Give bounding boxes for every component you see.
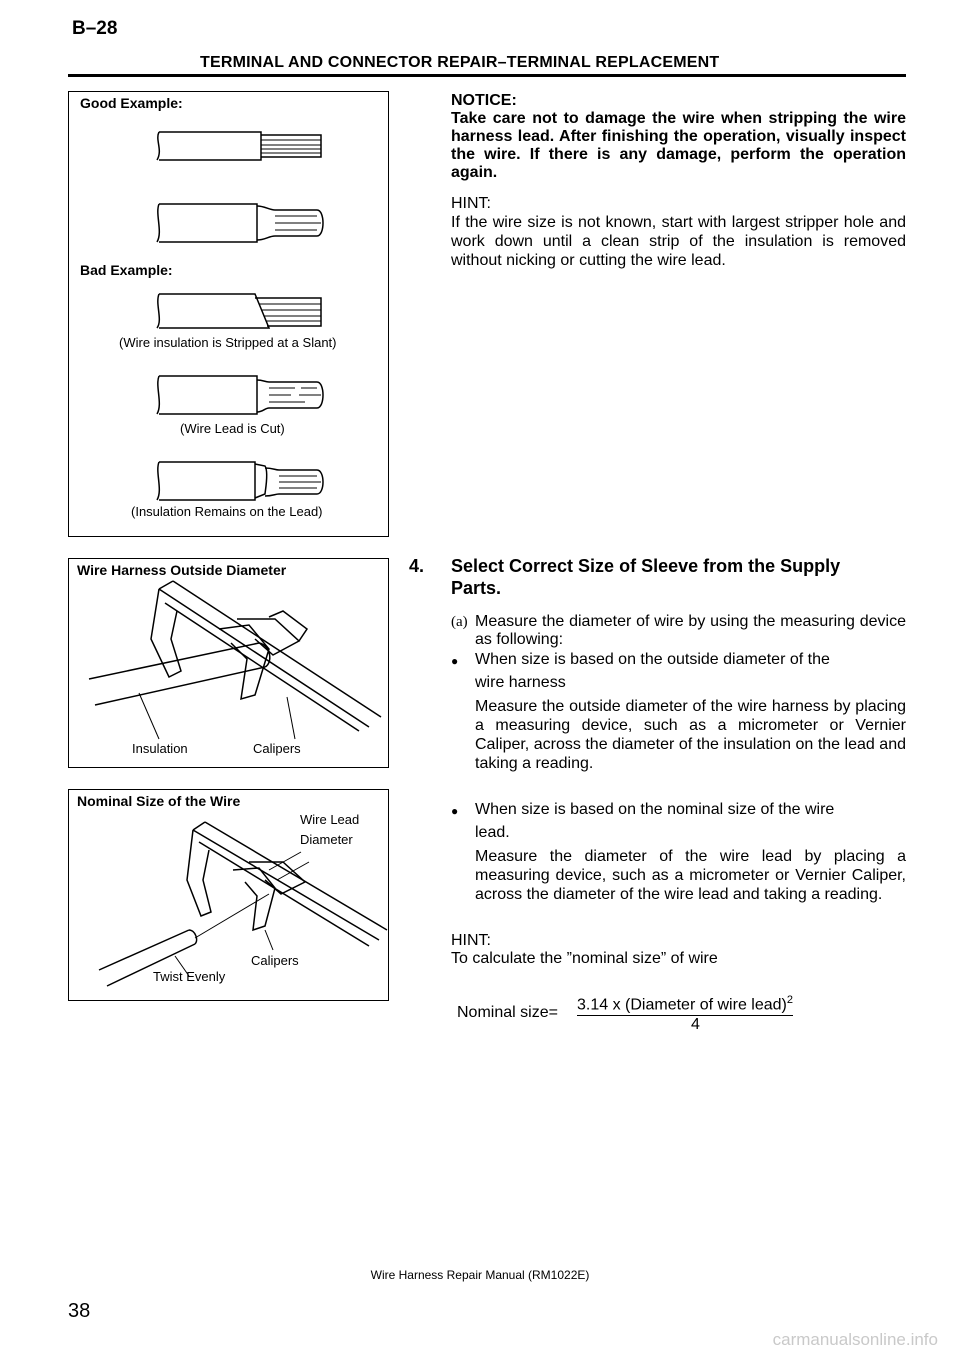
stripping-examples-figure	[68, 91, 389, 537]
step-title-line1: Select Correct Size of Sleeve from the Supply	[451, 556, 841, 576]
formula-exponent: 2	[786, 994, 793, 1006]
wire-lead-label: Wire Lead	[300, 812, 360, 827]
manual-footer: Wire Harness Repair Manual (RM1022E)	[370, 1268, 590, 1282]
bullet-2-body: Measure the diameter of the wire lead by placing a measuring device, such as a micrometer or Vernier Caliper, across the diameter of the wire lead and taking a reading.	[475, 848, 906, 903]
page-id: B–28	[72, 18, 118, 39]
bullet-1-line1: When size is based on the outside diameter of the	[475, 651, 830, 668]
header-rule	[68, 74, 906, 77]
nominal-size-title: Nominal Size of the Wire	[77, 793, 241, 809]
twist-evenly-label: Twist Evenly	[153, 969, 226, 984]
bullet-1-body: Measure the outside diameter of the wire harness by placing a measuring device, such as a micrometer or Vernier Caliper, across the diameter of the insulation on the lead and taking a reading.	[475, 698, 906, 772]
outside-diameter-illustration	[69, 559, 389, 767]
calipers-label-2: Calipers	[251, 953, 299, 968]
formula-numerator	[577, 991, 793, 1016]
caption-stripped-slant: (Wire insulation is Stripped at a Slant)	[119, 335, 337, 350]
caption-lead-cut: (Wire Lead is Cut)	[180, 421, 285, 436]
hint-heading: HINT:	[451, 195, 491, 212]
diameter-label: Diameter	[300, 832, 353, 847]
bullet-2-line1: When size is based on the nominal size of the wire	[475, 801, 835, 818]
hint2-body: To calculate the ”nominal size” of wire	[451, 950, 718, 967]
watermark: carmanualsonline.info	[772, 1330, 938, 1349]
calipers-label: Calipers	[253, 741, 301, 756]
bullet-2: ●	[451, 804, 459, 818]
formula-lhs: Nominal size=	[457, 1004, 558, 1021]
hint-body: If the wire size is not known, start with largest stripper hole and work down until a clean strip of the insulation is removed without nicking or cutting the wire lead.	[451, 214, 906, 269]
bullet-2-line2: lead.	[475, 824, 510, 841]
formula-denominator: 4	[691, 1016, 700, 1033]
item-a-text: Measure the diameter of wire by using the measuring device as following:	[475, 613, 906, 648]
step-title-line2: Parts.	[451, 578, 502, 598]
hint2-heading: HINT:	[451, 932, 491, 949]
insulation-label: Insulation	[132, 741, 188, 756]
notice-body: Take care not to damage the wire when stripping the wire harness lead. After finishing the operation, visually inspect the wire. If there is any damage, perform the operation again.	[451, 110, 906, 181]
formula-numerator-text: 3.14 x (Diameter of wire lead)	[577, 996, 787, 1014]
outside-diameter-title: Wire Harness Outside Diameter	[77, 562, 287, 578]
notice-heading: NOTICE:	[451, 92, 517, 109]
nominal-size-figure	[68, 789, 389, 1001]
item-a-label: (a)	[451, 614, 468, 630]
bullet-1-line2: wire harness	[475, 674, 566, 691]
caption-insulation-remains: (Insulation Remains on the Lead)	[131, 504, 323, 519]
good-example-label: Good Example:	[80, 95, 183, 111]
stripping-examples-illustration	[69, 92, 389, 536]
bullet-1: ●	[451, 654, 459, 668]
outside-diameter-figure	[68, 558, 389, 768]
step-number: 4.	[409, 556, 425, 576]
page-number: 38	[68, 1300, 91, 1322]
bad-example-label: Bad Example:	[80, 262, 173, 278]
section-title: TERMINAL AND CONNECTOR REPAIR–TERMINAL REPLACEMENT	[200, 54, 720, 71]
